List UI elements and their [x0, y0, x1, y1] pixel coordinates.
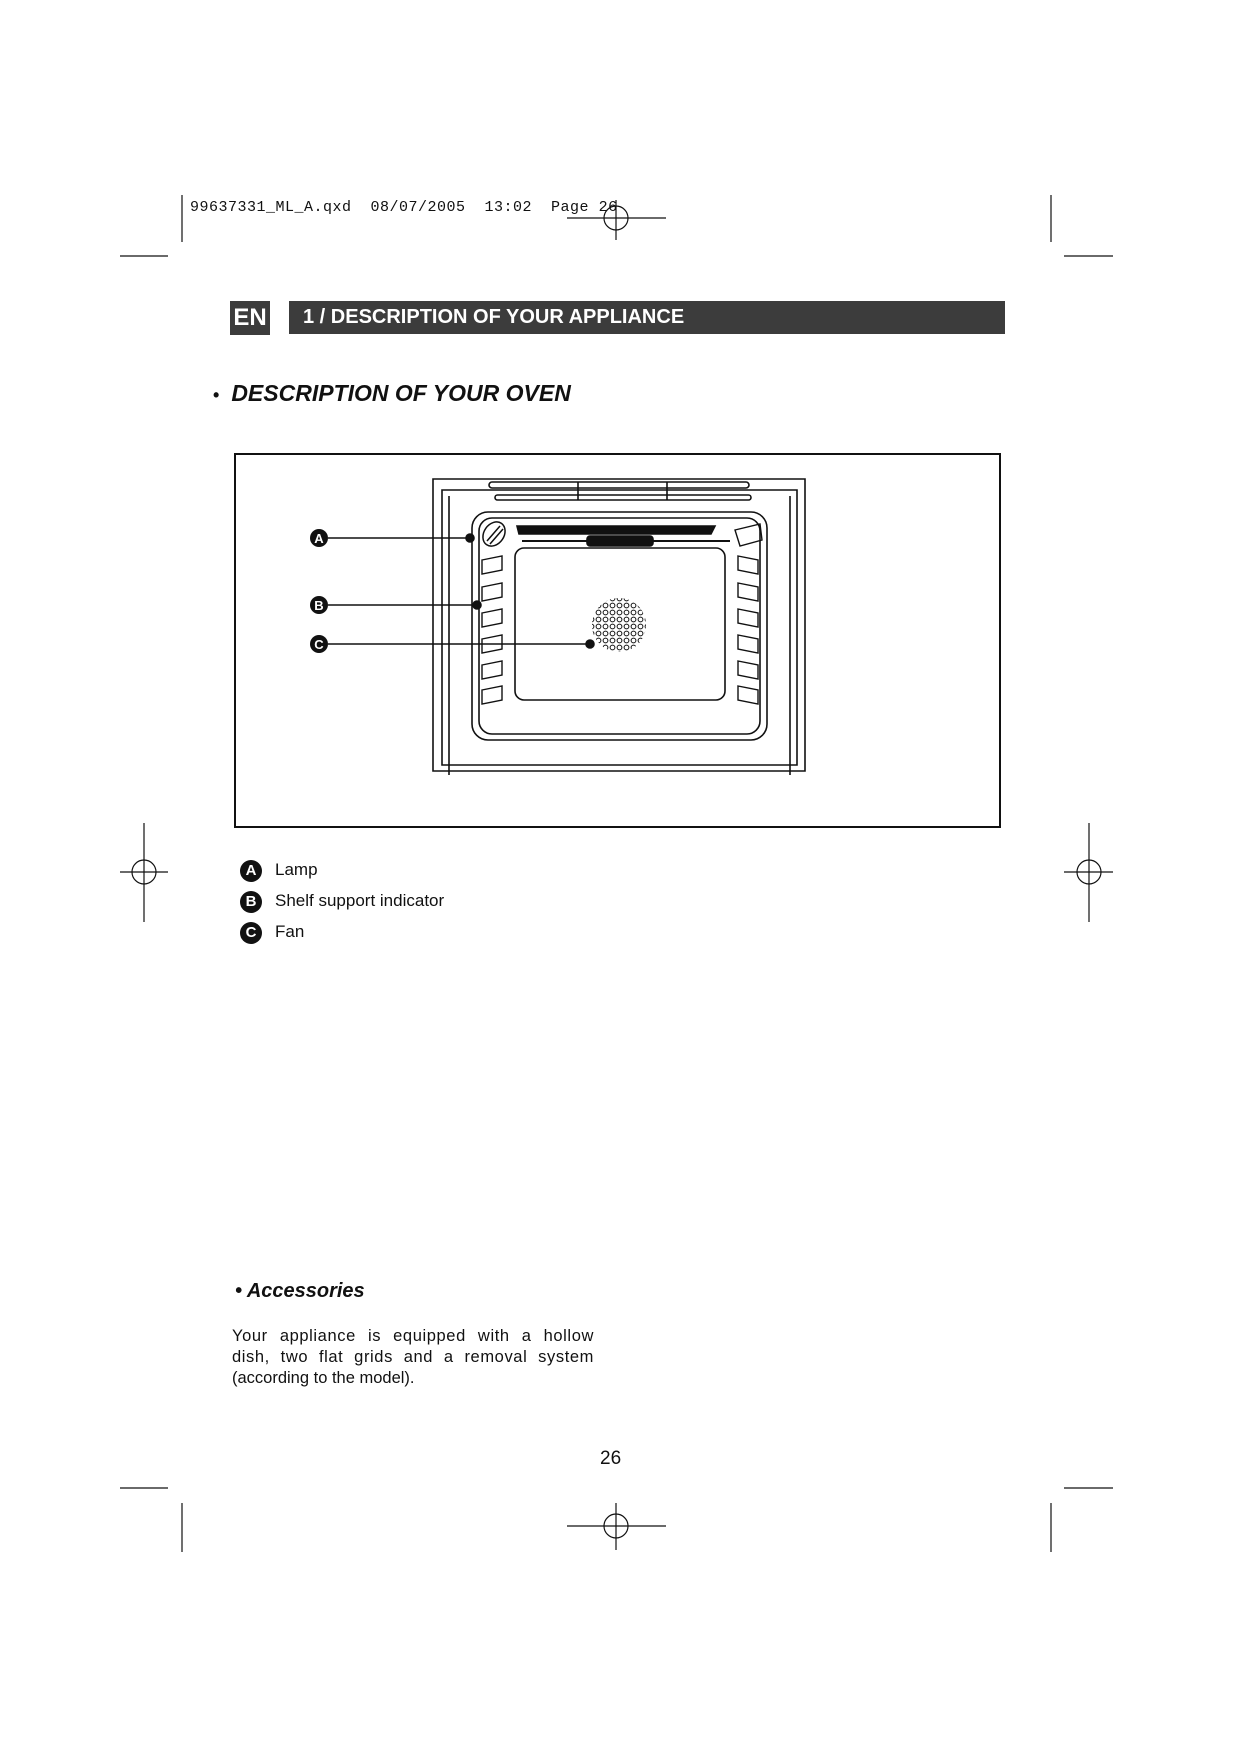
page-number: 26: [600, 1448, 622, 1469]
shelf-supports-right: [735, 524, 762, 704]
file-slug: 99637331_ML_A.qxd 08/07/2005 13:02 Page 26: [190, 199, 618, 216]
legend-item-lamp: [240, 859, 318, 881]
legend-badge-c: C: [240, 922, 262, 944]
accessories-text: [232, 1326, 594, 1389]
accessories-line: Your appliance is equipped with a hollow: [232, 1327, 594, 1345]
language-badge: EN: [230, 301, 270, 335]
callout-lines: [328, 534, 594, 648]
fan-icon: [590, 596, 648, 654]
legend-badge-b: B: [240, 891, 262, 913]
accessories-line: (according to the model).: [232, 1369, 415, 1387]
callout-b-letter: B: [314, 598, 324, 613]
legend-item-shelf-support: [240, 890, 444, 912]
callout-c-letter: C: [314, 637, 324, 652]
callout-badges: [310, 529, 328, 653]
legend-badge-a: A: [240, 860, 262, 882]
bullet: •: [213, 385, 220, 405]
callout-a-letter: A: [314, 531, 324, 546]
section-title: 1 / DESCRIPTION OF YOUR APPLIANCE: [289, 301, 1005, 334]
accessories-line: dish, two flat grids and a removal system: [232, 1348, 594, 1366]
oven-heading-text: DESCRIPTION OF YOUR OVEN: [231, 380, 571, 406]
legend-item-fan: [240, 921, 304, 943]
legend-label: Fan: [275, 922, 305, 941]
accessories-heading: • Accessories: [235, 1280, 365, 1302]
legend-label: Shelf support indicator: [275, 891, 445, 910]
shelf-supports-left: [482, 556, 502, 704]
legend-label: Lamp: [275, 860, 318, 879]
